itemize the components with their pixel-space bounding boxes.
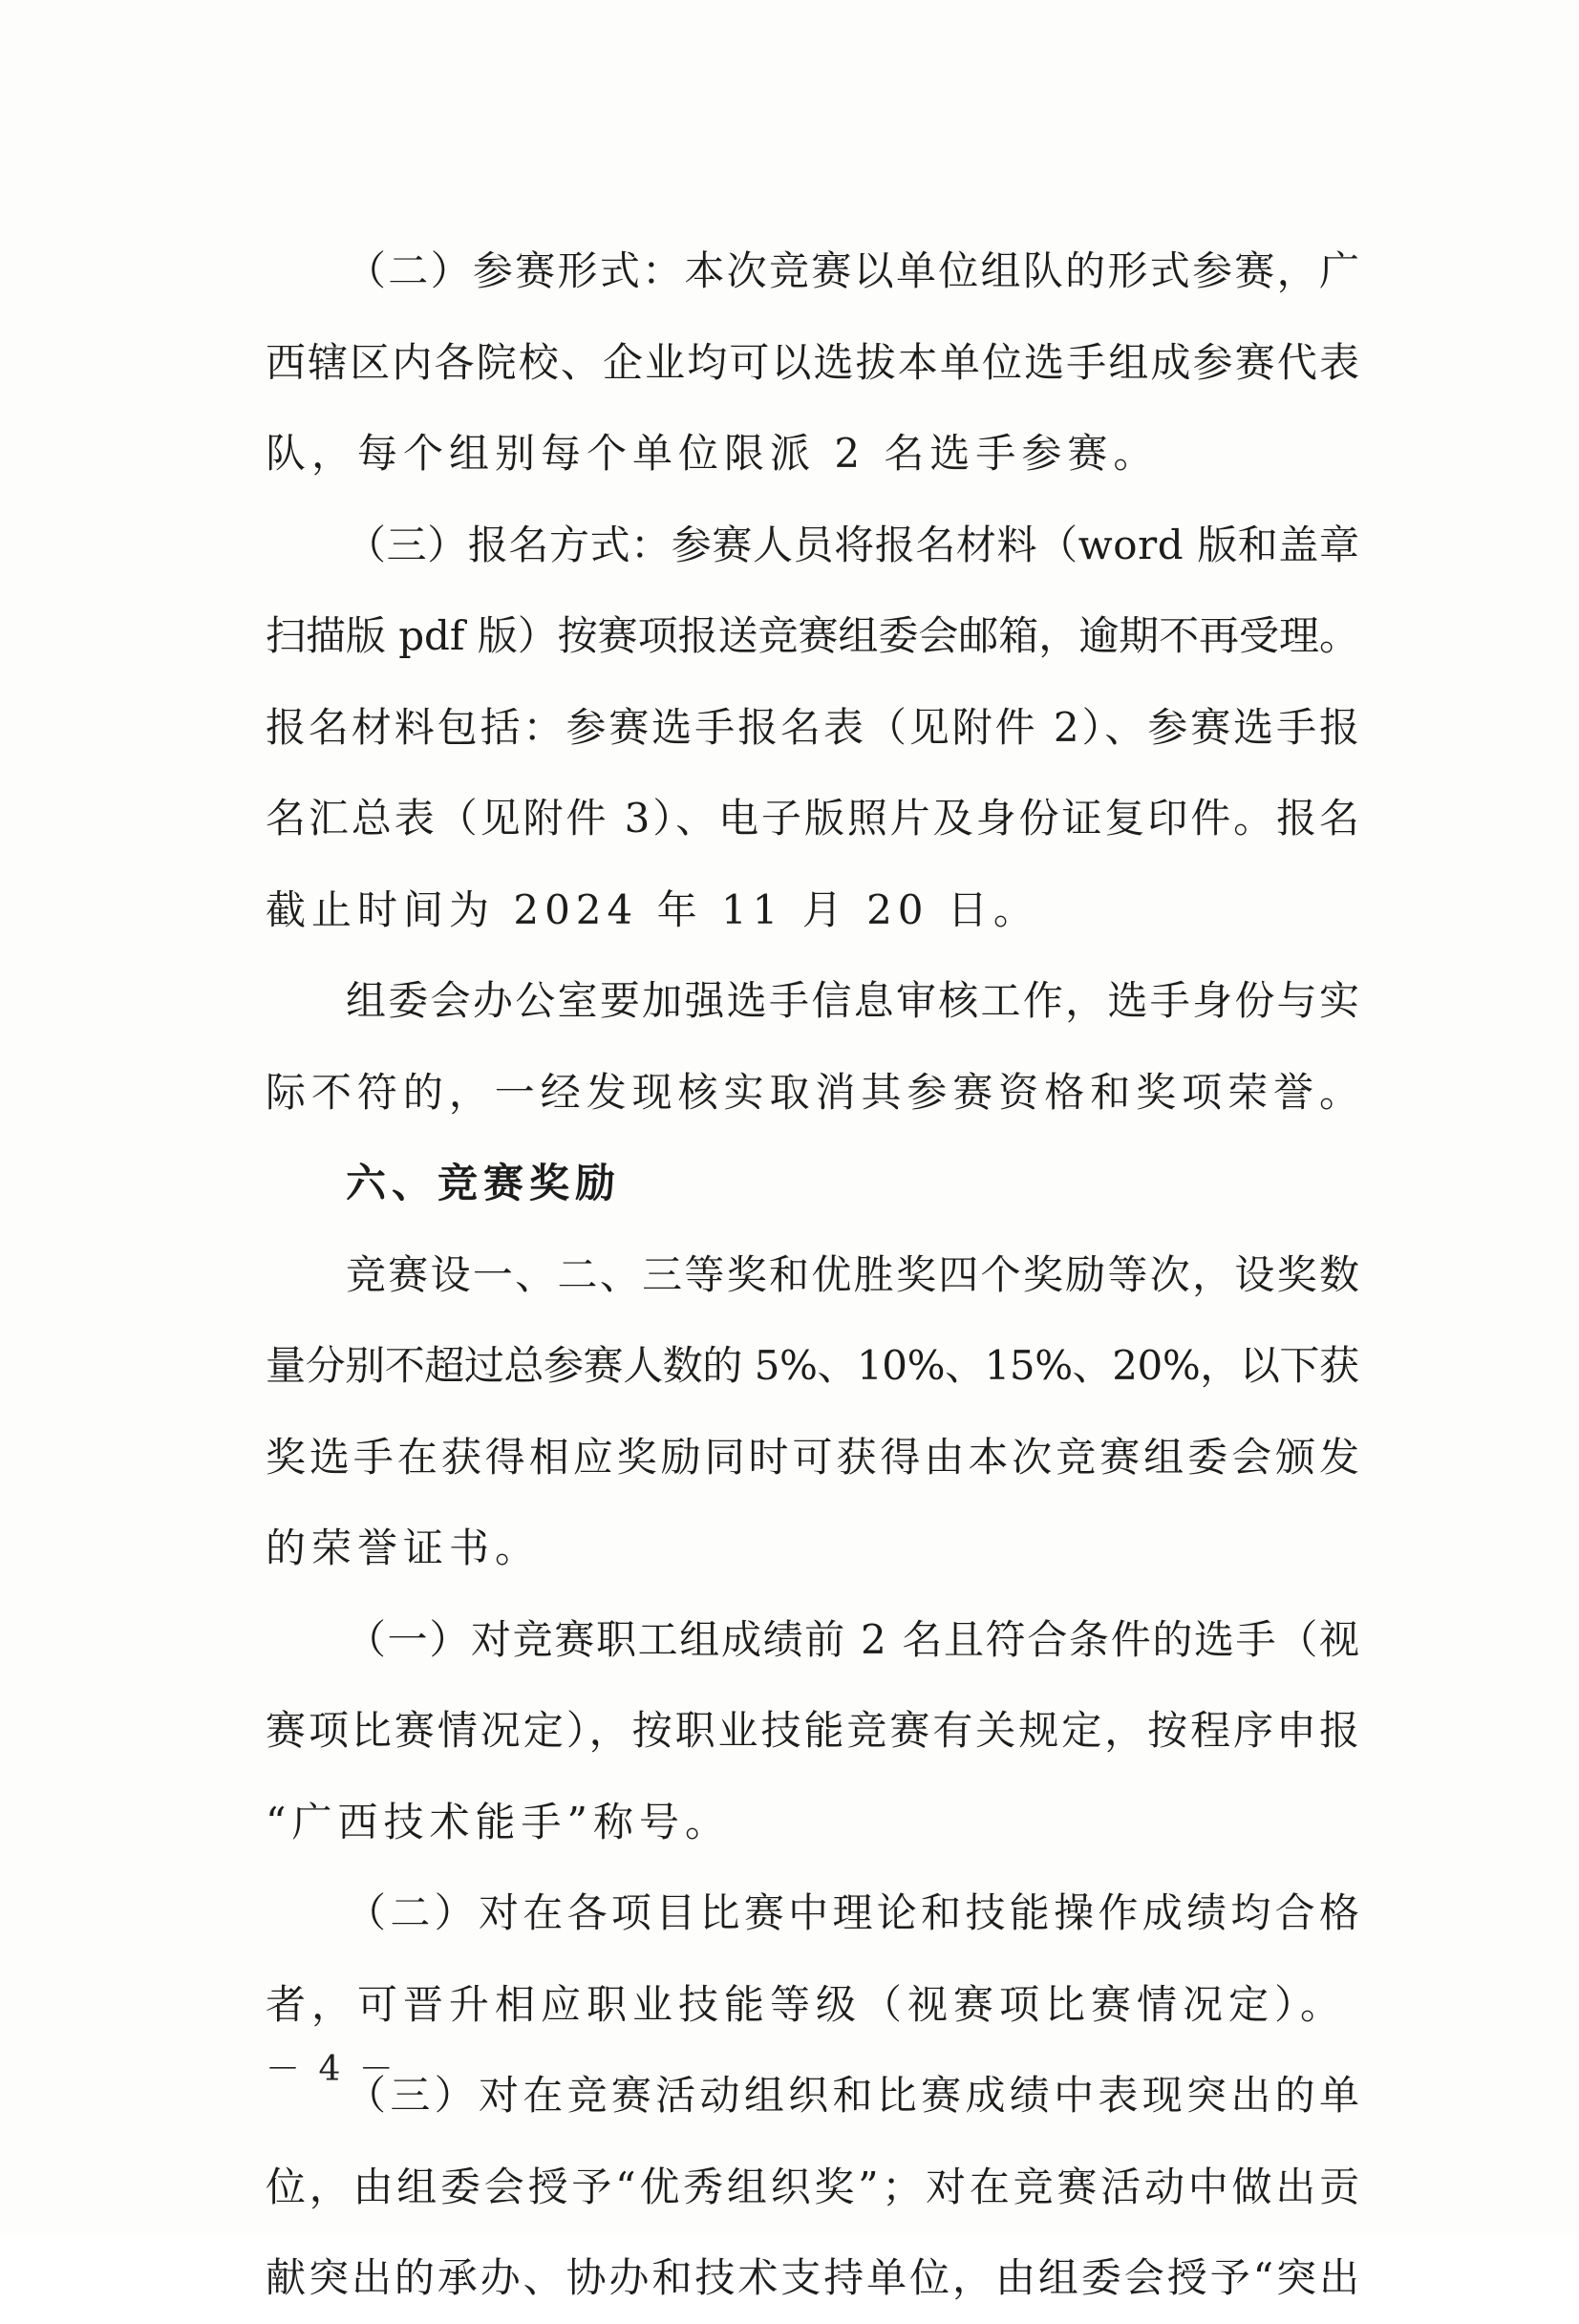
text-line: 量分别不超过总参赛人数的 5%、10%、15%、20%，以下获 <box>266 1342 1359 1389</box>
page-number: － 4 － <box>266 2050 397 2089</box>
text-line: （二）参赛形式：本次竞赛以单位组队的形式参赛，广 <box>346 247 1362 294</box>
text-line: 竞赛设一、二、三等奖和优胜奖四个奖励等次，设奖数 <box>346 1250 1362 1298</box>
text-line: 的荣誉证书。 <box>266 1524 542 1571</box>
text-line: （一）对竞赛职工组成绩前 2 名且符合条件的选手（视 <box>346 1615 1361 1663</box>
document-body <box>266 225 1365 2324</box>
text-line: 献突出的承办、协办和技术支持单位，由组委会授予“突出 <box>266 2254 1362 2301</box>
text-line: “广西技术能手”称号。 <box>266 1798 731 1845</box>
text-line: 赛项比赛情况定），按职业技能竞赛有关规定，按程序申报 <box>266 1707 1362 1754</box>
text-line: 西辖区内各院校、企业均可以选拔本单位选手组成参赛代表 <box>266 338 1362 386</box>
text-line: （三）对在竞赛活动组织和比赛成绩中表现突出的单 <box>346 2072 1364 2119</box>
text-line: （三）报名方式：参赛人员将报名材料（word 版和盖章 <box>346 521 1360 568</box>
text-line: 者，可晋升相应职业技能等级（视赛项比赛情况定）。 <box>266 1980 1347 2028</box>
text-line: 位，由组委会授予“优秀组织奖”；对在竞赛活动中做出贡 <box>266 2163 1363 2210</box>
text-line: 扫描版 pdf 版）按赛项报送竞赛组委会邮箱，逾期不再受理。 <box>266 612 1359 659</box>
text-line: （二）对在各项目比赛中理论和技能操作成绩均合格 <box>346 1889 1364 1936</box>
text-line: 截止时间为 2024 年 11 月 20 日。 <box>266 885 1039 933</box>
text-line: 组委会办公室要加强选手信息审核工作，选手身份与实 <box>346 977 1362 1024</box>
text-line: 队，每个组别每个单位限派 2 名选手参赛。 <box>266 430 1160 477</box>
section-heading: 六、竞赛奖励 <box>346 1160 622 1206</box>
text-line: 报名材料包括：参赛选手报名表（见附件 2）、参赛选手报 <box>266 703 1362 751</box>
text-line: 际不符的，一经发现核实取消其参赛资格和奖项荣誉。 <box>266 1068 1365 1116</box>
text-line: 名汇总表（见附件 3）、电子版照片及身份证复印件。报名 <box>266 795 1362 842</box>
text-line: 奖选手在获得相应奖励同时可获得由本次竞赛组委会颁发 <box>266 1433 1363 1481</box>
